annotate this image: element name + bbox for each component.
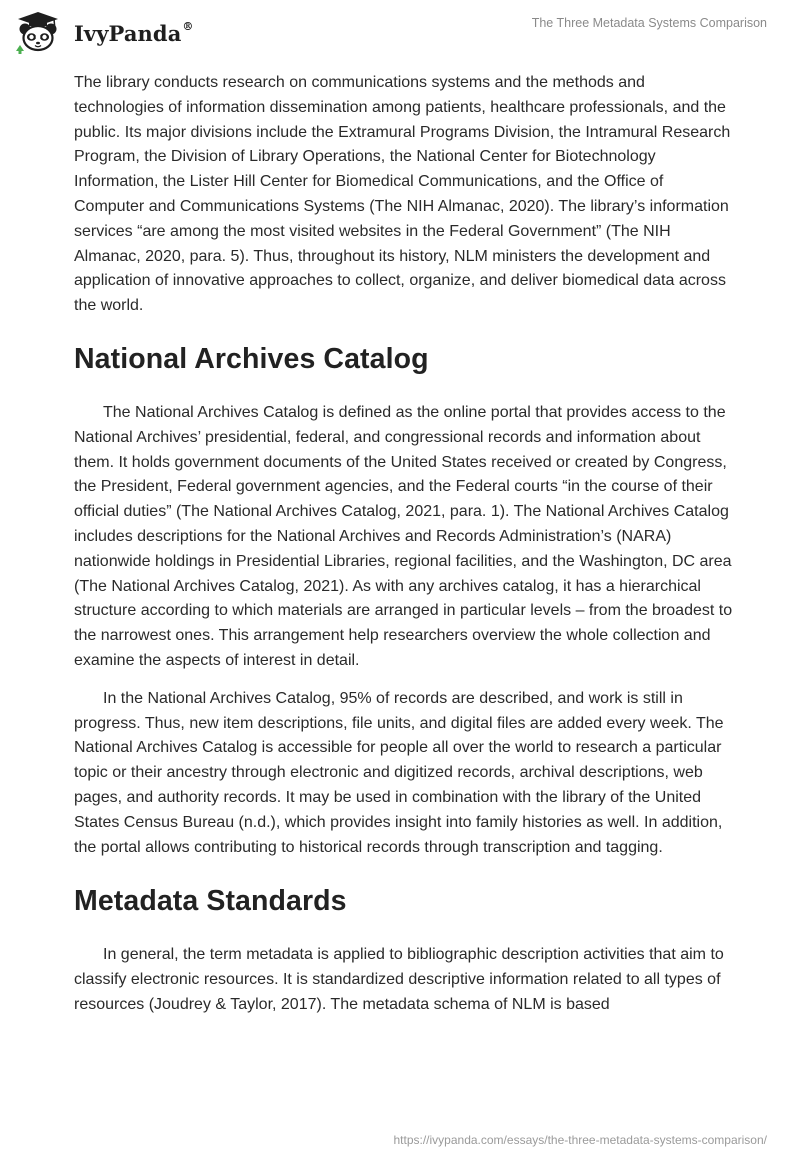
panda-graduate-logo-icon [14,10,66,54]
heading-national-archives-catalog: National Archives Catalog [74,342,429,375]
paragraph-archives-definition: The National Archives Catalog is defined as the online portal that provides access to the National Archives’ presidential, federal, and congressional records and information about them. It holds government documents of the United States received or created by Congress, the President, Federal government agencies, and the Federal courts “in the course of their official duties” (The National Archives Catalog, 2021, para. 1). The National Archives Catalog includes descriptions for the National Archives and Records Administration’s (NARA) nationwide holdings in Presidential Libraries, regional facilities, and the Washington, DC area (The National Archives Catalog, 2021). As with any archives catalog, it has a hierarchical structure according to which materials are arranged in particular levels – from the broadest to the narrowest ones. This arrangement help researchers overview the whole collection and examine the aspects of interest in detail. [74,403,733,669]
document-title: The Three Metadata Systems Comparison [531,16,767,30]
paragraph-archives-records: In the National Archives Catalog, 95% of records are described, and work is still in progress. Thus, new item descriptions, file units, and digital files are added every week. The National Archives Catalog is accessible for people all over the world to research a particular topic or their ancestry through electronic and digitized records, archival descriptions, web pages, and authority records. It may be used in combination with the library of the United States Census Bureau (n.d.), which provides insight into family histories as well. In addition, the portal allows contributing to historical records through transcription and tagging. [74,689,724,856]
page-header [0,0,800,60]
essay-body [74,71,734,1018]
heading-metadata-standards: Metadata Standards [74,885,347,918]
paragraph-nlm-research: The library conducts research on communications systems and the methods and technologies of information dissemination among patients, healthcare professionals, and the public. Its major divisions include the Extramural Programs Division, the Intramural Research Program, the Division of Library Operations, the National Center for Biotechnology Information, the Lister Hill Center for Biomedical Communications, and the Office of Computer and Communications Systems (The NIH Almanac, 2020). The library’s information services “are among the most visited websites in the Federal Government” (The NIH Almanac, 2020, para. 5). Thus, throughout its history, NLM ministers the development and application of innovative approaches to collect, organize, and deliver biomedical data across the world. [74,74,731,315]
brand-logo[interactable] [14,10,194,54]
paragraph-metadata-definition: In general, the term metadata is applied to bibliographic description activities that aim to classify electronic resources. It is standardized descriptive information related to all types of resources (Joudrey & Taylor, 2017). The metadata schema of NLM is based [74,946,724,1013]
brand-name: IvyPanda® [74,20,194,46]
source-url[interactable]: https://ivypanda.com/essays/the-three-metadata-systems-comparison/ [393,1133,767,1147]
